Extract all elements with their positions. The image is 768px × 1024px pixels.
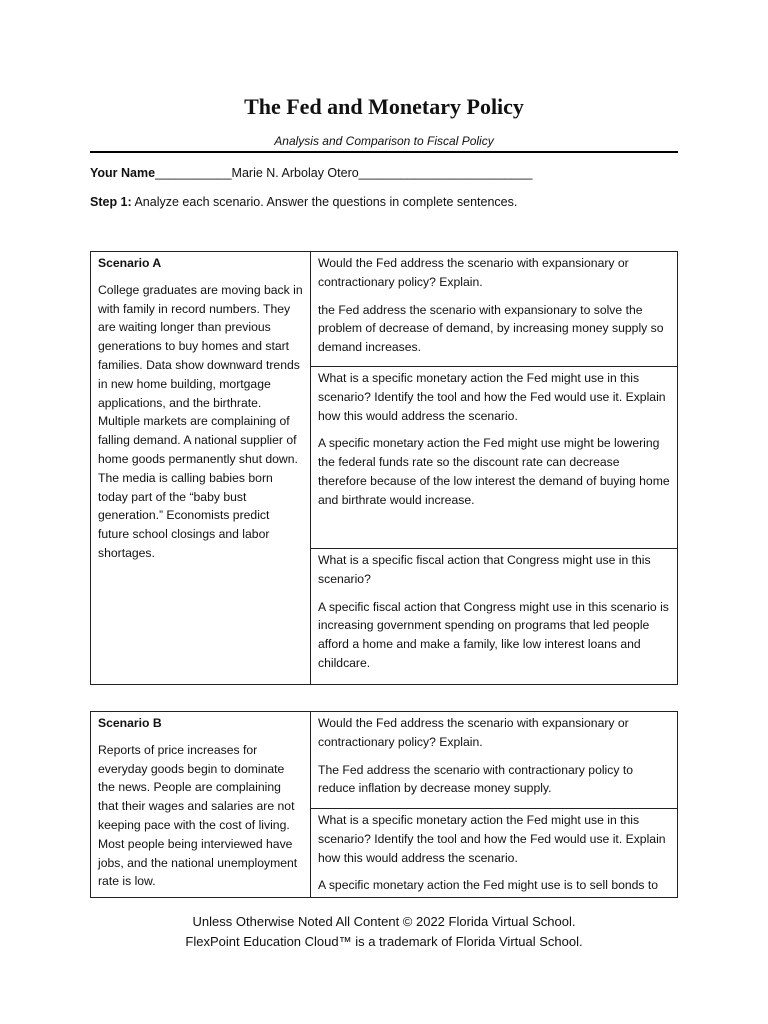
scenario-b-q2-cell — [311, 809, 678, 898]
footer-trademark: FlexPoint Education Cloud™ is a trademark of Florida Virtual School. — [185, 934, 583, 949]
scenario-a-q1-cell — [311, 252, 678, 367]
scenario-a-answer-3[interactable]: A specific fiscal action that Congress might use in this scenario is increasing government spending on programs that led people afford a home and make a family, like low interest loans and childcare. — [318, 599, 669, 670]
step-label: Step 1: — [90, 195, 132, 209]
name-label: Your Name — [90, 166, 156, 180]
name-line — [90, 166, 532, 180]
scenario-b-description: Reports of price increases for everyday goods begin to dominate the news. People are complaining that their wages and salaries are not keeping pace with the cost of living. Most people being interviewed have jobs, and the national unemployment rate is low. — [98, 742, 298, 889]
page-footer — [0, 912, 768, 952]
scenario-a-description: College graduates are moving back in with family in record numbers. They are waiting longer than previous generations to buy homes and start families. Data show downward trends in new home building, mortgage applications, and the birthrate. Multiple markets are complaining of falling demand. A national supplier of home goods permanently shut down. The media is calling babies born today part of the “baby bust generation.” Economists predict future school closings and labor shortages. — [98, 282, 303, 560]
scenario-a-question-3: What is a specific fiscal action that Congress might use in this scenario? — [318, 553, 651, 586]
scenario-a-answer-1[interactable]: the Fed address the scenario with expansionary to solve the problem of decrease of demand, by increasing money supply so demand increases. — [318, 302, 664, 355]
step-text: Analyze each scenario. Answer the questions in complete sentences. — [131, 195, 518, 209]
scenario-a-description-cell — [91, 252, 311, 685]
footer-copyright: Unless Otherwise Noted All Content © 2022 Florida Virtual School. — [192, 914, 576, 929]
scenario-b-q1-cell — [311, 712, 678, 809]
scenario-b-description-cell — [91, 712, 311, 898]
document-subtitle: Analysis and Comparison to Fiscal Policy — [274, 134, 494, 148]
document-title: The Fed and Monetary Policy — [244, 94, 524, 119]
title-divider — [90, 151, 678, 153]
scenario-b-question-1: Would the Fed address the scenario with expansionary or contractionary policy? Explain. — [318, 716, 629, 749]
scenario-b-table — [90, 711, 678, 898]
scenario-a-q2-cell — [311, 367, 678, 549]
scenario-a-q3-cell — [311, 549, 678, 685]
step-instruction — [90, 195, 517, 209]
scenario-b-question-2: What is a specific monetary action the Fed might use in this scenario? Identify the tool and how the Fed would use it. Explain how this would address the scenario. — [318, 813, 666, 865]
scenario-a-label: Scenario A — [98, 256, 162, 270]
scenario-a-table — [90, 251, 678, 685]
scenario-a-question-2: What is a specific monetary action the Fed might use in this scenario? Identify the tool and how the Fed would use it. Explain how this would address the scenario. — [318, 371, 666, 423]
scenario-b-answer-1[interactable]: The Fed address the scenario with contractionary policy to reduce inflation by decrease money supply. — [318, 762, 634, 796]
scenario-b-answer-2[interactable]: A specific monetary action the Fed might use is to sell bonds to — [318, 878, 659, 893]
scenario-b-label: Scenario B — [98, 716, 162, 730]
name-value: ___________Marie N. Arbolay Otero_________________________ — [155, 166, 533, 180]
scenario-b-q2-content — [318, 811, 670, 893]
scenario-a-answer-2[interactable]: A specific monetary action the Fed might use might be lowering the federal funds rate so the discount rate can decrease therefore because of the low interest the demand of buying home and birthrate would increase. — [318, 436, 670, 507]
scenario-a-question-1: Would the Fed address the scenario with expansionary or contractionary policy? Explain. — [318, 256, 629, 289]
